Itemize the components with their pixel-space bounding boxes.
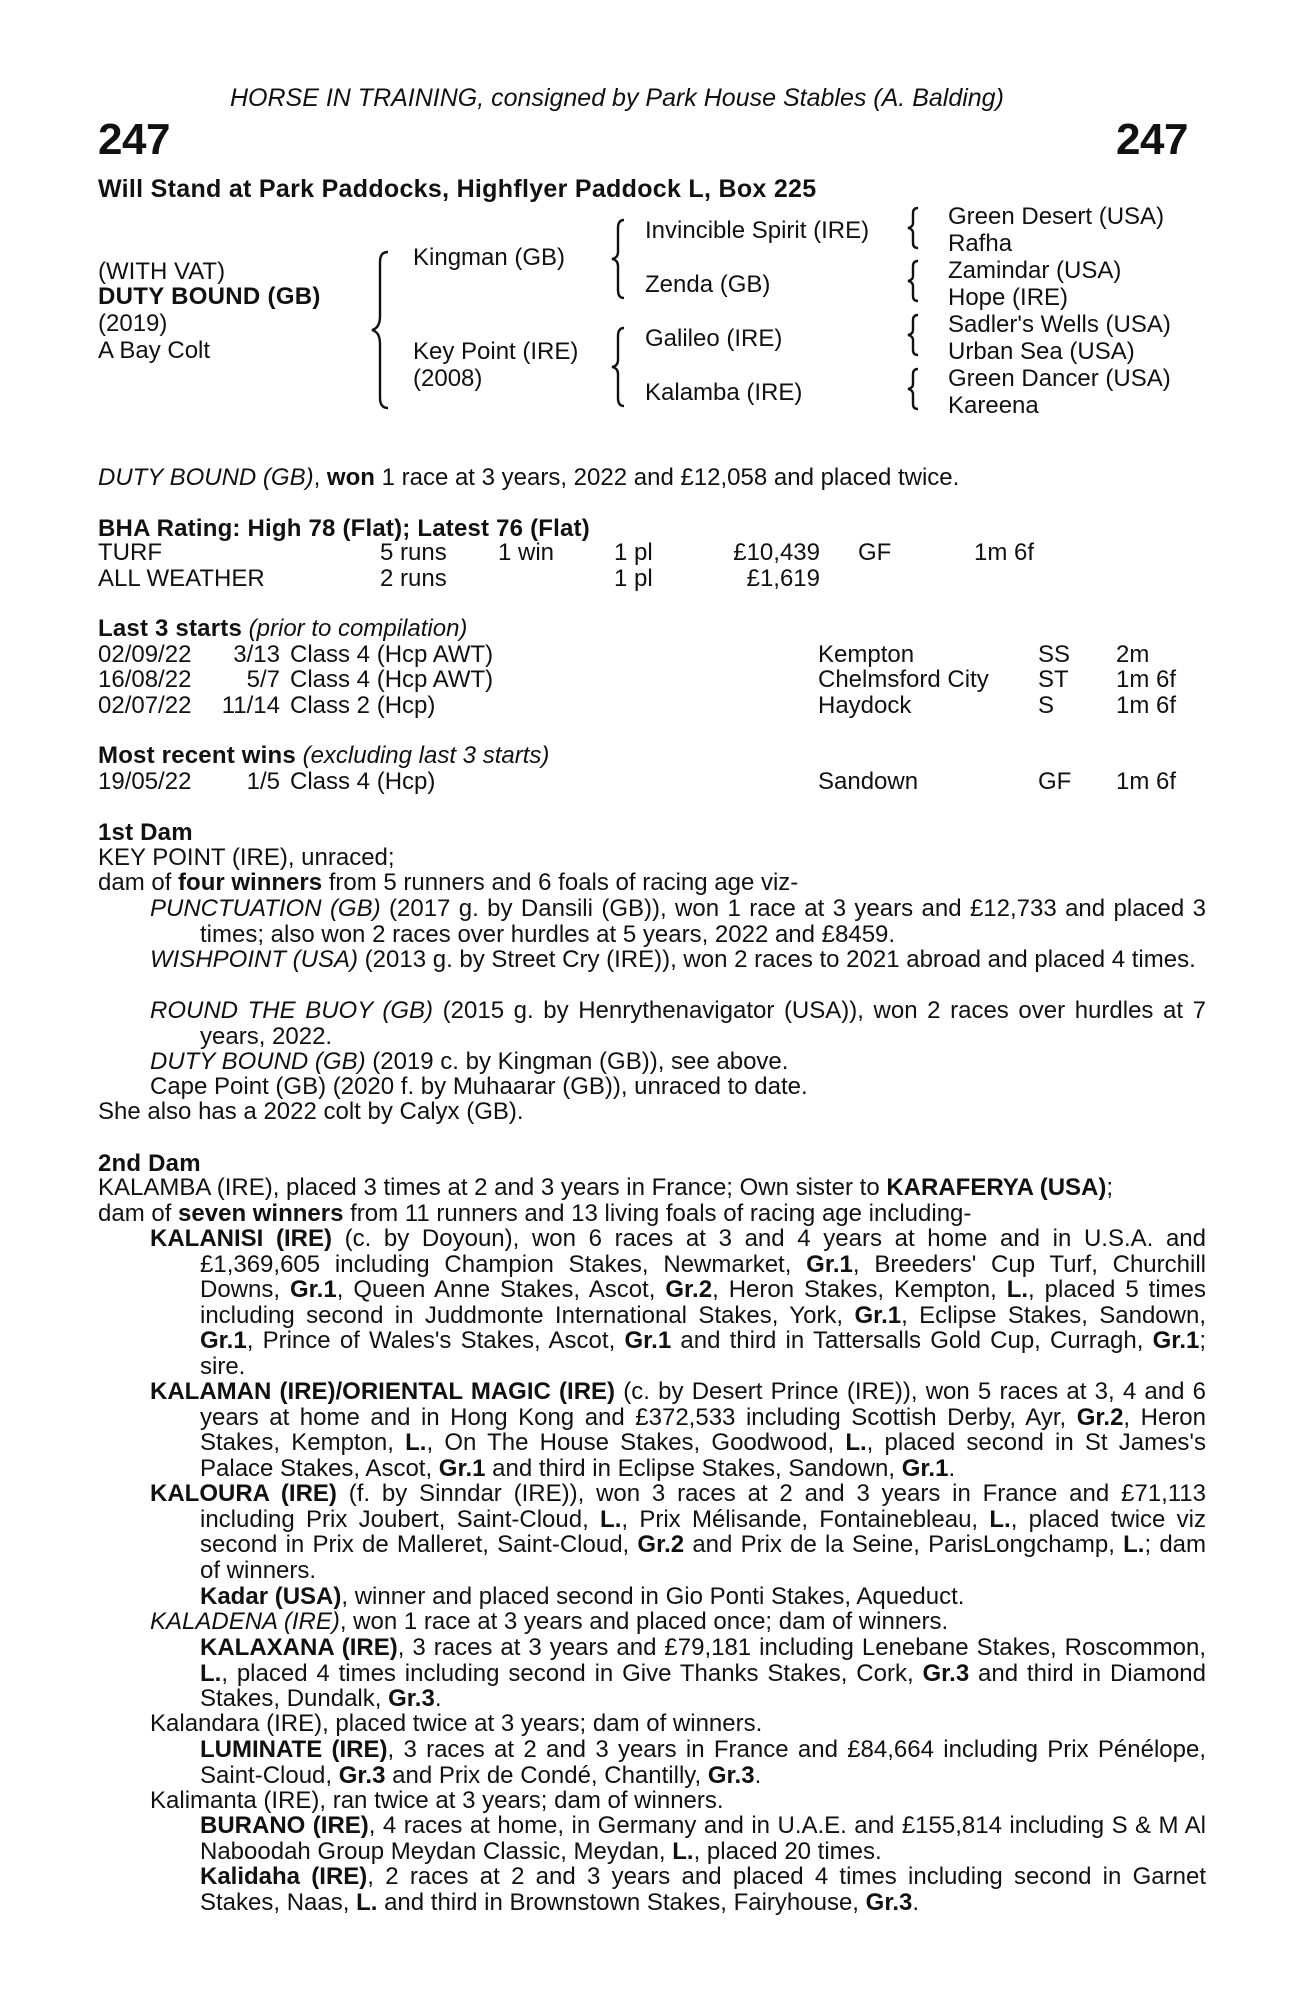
listed-badge: L.	[672, 1837, 694, 1865]
second-dam-produce-kalandara: Kalandara (IRE), placed twice at 3 years; dam of winners.	[150, 1710, 763, 1737]
bha-rating-title: BHA Rating: High 78 (Flat); Latest 76 (Flat)	[98, 515, 590, 542]
produce-4-text: (2019 c. by Kingman (GB)), see above.	[365, 1048, 789, 1075]
kalidaha-text-2: and third in Brownstown Stakes, Fairyhouse,	[377, 1888, 866, 1916]
pedigree-sire-sire: Invincible Spirit (IRE)	[645, 217, 870, 244]
rating-placed-turf: 1 pl	[614, 539, 653, 566]
recent-wins-heading	[98, 743, 549, 769]
listed-badge: L.	[1006, 1276, 1029, 1303]
recent-class-1: Class 4 (Hcp)	[290, 768, 436, 795]
kalidaha-name: Kalidaha (IRE)	[200, 1863, 368, 1890]
rating-surface-aw: ALL WEATHER	[98, 565, 265, 592]
recent-date-1: 19/05/22	[98, 768, 192, 795]
summary-won: won	[326, 464, 375, 491]
second-dam-title: 2nd Dam	[98, 1150, 201, 1177]
first-dam-produce-4	[150, 1049, 788, 1075]
last3-dist-2: 1m 6f	[1116, 666, 1177, 693]
second-dam-winners: seven winners	[178, 1200, 344, 1227]
pedigree-sdd: Hope (IRE)	[948, 284, 1069, 311]
luminate-text-2: and Prix de Condé, Chantilly,	[385, 1761, 708, 1789]
second-dam-line1-c: ;	[1106, 1174, 1114, 1201]
burano-text-2: , placed 20 times.	[693, 1837, 882, 1865]
kalaman-text-1: (c. by Desert Prince (IRE)), won 5 races at 3, 4 and 6 years at home and in Hong Kong and £372,533 including Scottish Derby, Ayr,	[200, 1378, 1207, 1431]
kaladena-name: KALADENA (IRE)	[150, 1608, 340, 1635]
luminate-text-1: , 3 races at 2 and 3 years in France and £84,664 including Prix Pénélope, Saint-Cloud,	[200, 1736, 1206, 1789]
pedigree-dss: Sadler's Wells (USA)	[948, 311, 1171, 338]
lot-number-left: 247	[98, 115, 170, 164]
kalidaha-text-3: .	[912, 1888, 920, 1916]
kalanisi-text-1: (c. by Doyoun), won 6 races at 3 and 4 years at home and in U.S.A. and £1,369,605 including Champion Stakes, Newmarket,	[200, 1225, 1206, 1278]
second-dam-line2-a: dam of	[98, 1200, 179, 1227]
luminate-text-3: .	[754, 1761, 762, 1789]
kalimanta-produce-burano	[150, 1813, 1206, 1864]
rating-distance-turf: 1m 6f	[974, 539, 1035, 566]
pedigree-brace-ss	[906, 206, 922, 250]
pedigree-brace-dd	[906, 367, 922, 411]
recent-going-1: GF	[1038, 768, 1072, 795]
stand-location: Will Stand at Park Paddocks, Highflyer Paddock L, Box 225	[98, 175, 817, 203]
second-dam-sister: KARAFERYA (USA)	[886, 1174, 1107, 1201]
grade-badge: Gr.2	[665, 1276, 713, 1303]
last3-pos-2: 5/7	[246, 666, 280, 693]
pedigree-sss: Green Desert (USA)	[948, 203, 1165, 230]
pedigree-brace-sd	[906, 259, 922, 303]
first-dam-line1: KEY POINT (IRE), unraced;	[98, 844, 395, 871]
produce-1-text: (2017 g. by Dansili (GB)), won 1 race at 3 years and £12,733 and placed 3 times; also won 2 races over hurdles at 5 years, 2022 and £8459.	[200, 895, 1206, 948]
grade-badge: Gr.3	[338, 1761, 386, 1789]
burano-name: BURANO (IRE)	[200, 1812, 369, 1839]
second-dam-produce-kalanisi	[100, 1226, 1206, 1379]
kaladena-produce-kalaxana	[150, 1635, 1206, 1712]
grade-badge: Gr.1	[854, 1301, 902, 1329]
pedigree-brace-main	[370, 250, 400, 410]
catalogue-header: HORSE IN TRAINING, consigned by Park House Stables (A. Balding)	[230, 84, 1004, 112]
listed-badge: L.	[356, 1888, 378, 1916]
last3-note: (prior to compilation)	[248, 615, 468, 642]
first-dam-line2-c: from 5 runners and 6 foals of racing age viz-	[322, 869, 799, 896]
kalaman-text-4: , placed second in St James's Palace Stakes, Ascot,	[200, 1429, 1206, 1482]
burano-text-1: , 4 races at home, in Germany and in U.A.E. and £155,814 including S & M Al Naboodah Group Meydan Classic, Meydan,	[200, 1812, 1206, 1865]
last3-title: Last 3 starts	[98, 615, 242, 642]
grade-badge: Gr.2	[1076, 1403, 1124, 1431]
first-dam-produce-5: Cape Point (GB) (2020 f. by Muhaarar (GB)), unraced to date.	[150, 1073, 808, 1100]
produce-3-name: ROUND THE BUOY (GB)	[150, 997, 434, 1024]
kaloura-text-3: , placed twice viz second in Prix de Malleret, Saint-Cloud,	[200, 1505, 1206, 1558]
second-dam-produce-kalimanta: Kalimanta (IRE), ran twice at 3 years; dam of winners.	[150, 1787, 724, 1814]
kalaxana-text-3: and third in Diamond Stakes, Dundalk,	[200, 1659, 1206, 1712]
kalanisi-text-4: , Heron Stakes, Kempton,	[712, 1276, 1007, 1303]
last3-heading	[98, 616, 467, 642]
last3-pos-1: 3/13	[233, 641, 280, 668]
grade-badge: Gr.3	[865, 1888, 913, 1916]
recent-wins-note: (excluding last 3 starts)	[302, 742, 550, 769]
rating-placed-aw: 1 pl	[614, 565, 653, 592]
grade-badge: Gr.2	[637, 1531, 685, 1558]
first-dam-produce-2	[100, 947, 1206, 973]
pedigree-dam: Key Point (IRE)	[413, 338, 579, 365]
listed-badge: L.	[1123, 1531, 1145, 1558]
pedigree-sds: Zamindar (USA)	[948, 257, 1122, 284]
grade-badge: Gr.1	[624, 1327, 672, 1354]
listed-badge: L.	[845, 1429, 867, 1456]
kalanisi-text-3: , Queen Anne Stakes, Ascot,	[336, 1276, 666, 1303]
listed-badge: L.	[405, 1429, 427, 1456]
first-dam-produce-3	[100, 998, 1206, 1049]
kaladena-text: , won 1 race at 3 years and placed once; dam of winners.	[339, 1608, 949, 1635]
kalaman-text-6: .	[948, 1454, 956, 1482]
kalaxana-text-1: , 3 races at 3 years and £79,181 including Lenebane Stakes, Roscommon,	[397, 1634, 1207, 1661]
first-dam-produce-6: She also has a 2022 colt by Calyx (GB).	[98, 1098, 524, 1125]
kalanisi-text-2: , Breeders' Cup Turf, Churchill Downs,	[200, 1250, 1206, 1303]
last3-course-1: Kempton	[818, 641, 915, 668]
kalanisi-text-5: , placed 5 times including second in Juddmonte International Stakes, York,	[200, 1276, 1206, 1329]
last3-class-2: Class 4 (Hcp AWT)	[290, 666, 494, 693]
last3-going-2: ST	[1038, 666, 1069, 693]
kalimanta-produce-kalidaha	[150, 1864, 1206, 1915]
kalanisi-text-8: and third in Tattersalls Gold Cup, Curragh,	[671, 1327, 1153, 1354]
second-dam-line2	[98, 1201, 971, 1227]
first-dam-produce-1	[100, 896, 1206, 947]
produce-3-text: (2015 g. by Henrythenavigator (USA)), won 2 races over hurdles at 7 years, 2022.	[200, 997, 1206, 1050]
grade-badge: Gr.1	[438, 1454, 486, 1482]
second-dam-produce-kalaman	[100, 1379, 1206, 1481]
kalaxana-text-2: , placed 4 times including second in Give Thanks Stakes, Cork,	[221, 1659, 923, 1687]
pedigree-brace-ds	[906, 313, 922, 357]
second-dam-line1	[98, 1175, 1113, 1201]
kalaman-text-5: and third in Eclipse Stakes, Sandown,	[485, 1454, 902, 1482]
kalanisi-name: KALANISI (IRE)	[150, 1225, 332, 1252]
kadar-text: , winner and placed second in Gio Ponti Stakes, Aqueduct.	[341, 1583, 965, 1610]
produce-1-name: PUNCTUATION (GB)	[150, 895, 381, 922]
last3-course-2: Chelmsford City	[818, 666, 989, 693]
grade-badge: Gr.3	[388, 1685, 435, 1712]
produce-4-name: DUTY BOUND (GB)	[150, 1048, 366, 1075]
rating-surface-turf: TURF	[98, 539, 162, 566]
rating-amount-aw: £1,619	[746, 565, 820, 592]
first-dam-winners: four winners	[178, 869, 323, 896]
pedigree-sire-dam: Zenda (GB)	[645, 271, 771, 298]
recent-course-1: Sandown	[818, 768, 919, 795]
kalaxana-name: KALAXANA (IRE)	[200, 1634, 398, 1661]
kalaxana-text-4: .	[434, 1685, 442, 1712]
second-dam-produce-kaloura	[100, 1481, 1206, 1583]
rating-going-turf: GF	[858, 539, 892, 566]
recent-dist-1: 1m 6f	[1116, 768, 1177, 795]
last3-dist-3: 1m 6f	[1116, 692, 1177, 719]
horse-description: A Bay Colt	[98, 337, 211, 364]
recent-wins-title: Most recent wins	[98, 742, 296, 769]
kaloura-text-5: ; dam of winners.	[200, 1531, 1207, 1584]
horse-name: DUTY BOUND (GB)	[98, 283, 321, 310]
kaloura-text-4: and Prix de la Seine, ParisLongchamp,	[684, 1531, 1124, 1558]
rating-wins-turf: 1 win	[498, 539, 555, 566]
listed-badge: L.	[200, 1659, 222, 1687]
second-dam-produce-kadar	[200, 1584, 964, 1610]
kaloura-text-2: , Prix Mélisande, Fontainebleau,	[621, 1505, 990, 1533]
first-dam-line2-a: dam of	[98, 869, 179, 896]
kalidaha-text-1: , 2 races at 2 and 3 years and placed 4 times including second in Garnet Stakes, Naas,	[200, 1863, 1206, 1916]
rating-runs-aw: 2 runs	[380, 565, 447, 592]
grade-badge: Gr.1	[1152, 1327, 1200, 1354]
kalanisi-text-6: , Eclipse Stakes, Sandown,	[901, 1301, 1206, 1329]
kaloura-name: KALOURA (IRE)	[150, 1480, 337, 1507]
grade-badge: Gr.1	[901, 1454, 949, 1482]
produce-2-text: (2013 g. by Street Cry (IRE)), won 2 races to 2021 abroad and placed 4 times.	[358, 946, 1196, 973]
last3-class-1: Class 4 (Hcp AWT)	[290, 641, 494, 668]
horse-year: (2019)	[98, 310, 168, 337]
grade-badge: Gr.3	[922, 1659, 970, 1687]
second-dam-line1-a: KALAMBA (IRE), placed 3 times at 2 and 3 years in France; Own sister to	[98, 1174, 887, 1201]
pedigree-dds: Green Dancer (USA)	[948, 365, 1171, 392]
lot-number-right: 247	[1116, 115, 1188, 164]
pedigree-brace-dam	[610, 326, 630, 408]
pedigree-brace-sire	[610, 218, 630, 300]
pedigree-dam-dam: Kalamba (IRE)	[645, 379, 803, 406]
last3-date-3: 02/07/22	[98, 692, 192, 719]
grade-badge: Gr.1	[200, 1327, 247, 1354]
last3-going-1: SS	[1038, 641, 1071, 668]
kalaman-name: KALAMAN (IRE)/ORIENTAL MAGIC (IRE)	[150, 1378, 616, 1405]
recent-pos-1: 1/5	[246, 768, 280, 795]
pedigree-dam-sire: Galileo (IRE)	[645, 325, 783, 352]
vat-note: (WITH VAT)	[98, 258, 226, 285]
last3-course-3: Haydock	[818, 692, 912, 719]
second-dam-line2-c: from 11 runners and 13 living foals of racing age including-	[343, 1200, 972, 1227]
pedigree-dsd: Urban Sea (USA)	[948, 338, 1135, 365]
last3-going-3: S	[1038, 692, 1055, 719]
pedigree-sire: Kingman (GB)	[413, 244, 566, 271]
grade-badge: Gr.1	[806, 1250, 853, 1278]
last3-pos-3: 11/14	[221, 692, 280, 719]
kalaman-text-3: , On The House Stakes, Goodwood,	[426, 1429, 846, 1456]
second-dam-produce-kaladena	[150, 1609, 948, 1635]
grade-badge: Gr.1	[290, 1276, 337, 1303]
kalanisi-text-7: , Prince of Wales's Stakes, Ascot,	[246, 1327, 625, 1354]
grade-badge: Gr.3	[707, 1761, 755, 1789]
kalanisi-text-9: ; sire.	[200, 1327, 1207, 1380]
last3-date-1: 02/09/22	[98, 641, 192, 668]
rating-runs-turf: 5 runs	[380, 539, 447, 566]
kalaman-text-2: , Heron Stakes, Kempton,	[200, 1403, 1207, 1456]
luminate-name: LUMINATE (IRE)	[200, 1736, 388, 1763]
last3-class-3: Class 2 (Hcp)	[290, 692, 436, 719]
listed-badge: L.	[600, 1505, 622, 1533]
produce-2-name: WISHPOINT (USA)	[150, 946, 358, 973]
kaloura-text-1: (f. by Sinndar (IRE)), won 3 races at 2 and 3 years in France and £71,113 including Prix Joubert, Saint-Cloud,	[200, 1480, 1206, 1533]
pedigree-ssd: Rafha	[948, 230, 1013, 257]
last3-date-2: 16/08/22	[98, 666, 192, 693]
first-dam-title: 1st Dam	[98, 819, 193, 846]
pedigree-ddd: Kareena	[948, 392, 1039, 419]
summary-text: 1 race at 3 years, 2022 and £12,058 and placed twice.	[374, 464, 960, 491]
listed-badge: L.	[989, 1505, 1011, 1533]
race-summary: DUTY BOUND (GB), won 1 race at 3 years, 2022 and £12,058 and placed twice.	[98, 464, 960, 491]
kadar-name: Kadar (USA)	[200, 1583, 342, 1610]
pedigree-dam-year: (2008)	[413, 365, 483, 392]
rating-amount-turf: £10,439	[733, 539, 820, 566]
kalandara-produce-luminate	[150, 1737, 1206, 1788]
summary-horse-name: DUTY BOUND (GB)	[98, 464, 314, 491]
first-dam-line2	[98, 870, 798, 896]
last3-dist-1: 2m	[1116, 641, 1150, 668]
